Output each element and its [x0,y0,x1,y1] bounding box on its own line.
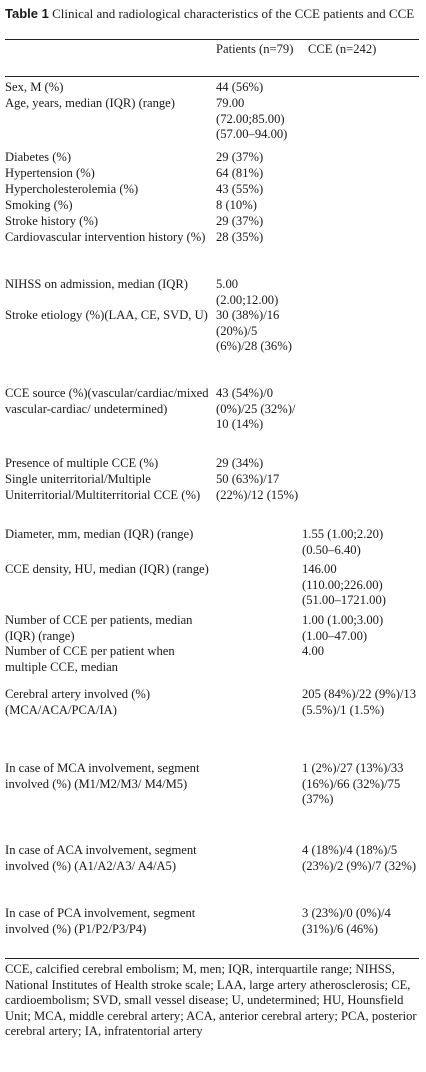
header-cce: CCE (n=242) [308,42,377,56]
row-cce-value: 4.00 [302,644,325,658]
row-characteristic: NIHSS on admission, median (IQR) [5,277,188,291]
row-patients-value: 29 (37%) [216,214,264,228]
row-patients-value: 28 (35%) [216,230,264,244]
row-patients-value: 44 (56%) [216,80,264,94]
row-characteristic: Single uniterritorial/Multiple Uniterritorial/Multiterritorial CCE (%) [5,472,201,502]
table-label: Table 1 [5,6,49,21]
row-characteristic: Age, years, median (IQR) (range) [5,96,175,110]
row-characteristic: Hypertension (%) [5,166,95,180]
row-characteristic: Stroke etiology (%)(LAA, CE, SVD, U) [5,308,208,322]
row-characteristic: Stroke history (%) [5,214,99,228]
row-characteristic: Diameter, mm, median (IQR) (range) [5,527,194,541]
header-patients: Patients (n=79) [216,42,294,56]
row-patients-value: 50 (63%)/17 (22%)/12 (15%) [216,472,299,502]
row-characteristic: Number of CCE per patient when multiple CCE, median [5,644,175,674]
table-footnote: CCE, calcified cerebral embolism; M, men; IQR, interquartile range; NIHSS, National Institutes of Health stroke scale; LAA, large artery atherosclerosis; CE, cardioembolism; SVD, small vessel disease; U, undetermined; HU, Hounsfield Unit; MCA, middle cerebral artery; ACA, anterior cerebral artery; PCA, posterior cerebral artery; IA, infratentorial artery [5,962,417,1038]
row-patients-value: 43 (54%)/0 (0%)/25 (32%)/ 10 (14%) [216,386,296,431]
row-cce-value: 1 (2%)/27 (13%)/33 (16%)/66 (32%)/75 (37%) [302,761,404,806]
table-caption [5,6,419,22]
row-characteristic: CCE source (%)(vascular/cardiac/mixed vascular-cardiac/ undetermined) [5,386,209,416]
row-patients-value: 43 (55%) [216,182,264,196]
row-patients-value: 79.00 (72.00;85.00) (57.00–94.00) [216,96,288,141]
bottom-rule [5,958,419,959]
row-characteristic: In case of ACA involvement, segment involved (%) (A1/A2/A3/ A4/A5) [5,843,197,873]
row-cce-value: 146.00 (110.00;226.00) (51.00–1721.00) [302,562,386,607]
row-patients-value: 64 (81%) [216,166,264,180]
row-cce-value: 3 (23%)/0 (0%)/4 (31%)/6 (46%) [302,906,391,936]
row-characteristic: Presence of multiple CCE (%) [5,456,159,470]
header-rule [5,76,419,77]
row-characteristic: Sex, M (%) [5,80,64,94]
row-patients-value: 8 (10%) [216,198,257,212]
row-characteristic: CCE density, HU, median (IQR) (range) [5,562,209,576]
row-characteristic: Smoking (%) [5,198,73,212]
table-caption-text: Clinical and radiological characteristics of the CCE patients and CCE [52,6,415,21]
row-cce-value: 1.00 (1.00;3.00) (1.00–47.00) [302,613,384,643]
row-cce-value: 4 (18%)/4 (18%)/5 (23%)/2 (9%)/7 (32%) [302,843,417,873]
row-characteristic: Diabetes (%) [5,150,72,164]
row-patients-value: 29 (34%) [216,456,264,470]
row-cce-value: 205 (84%)/22 (9%)/13 (5.5%)/1 (1.5%) [302,687,417,717]
row-patients-value: 30 (38%)/16 (20%)/5 (6%)/28 (36%) [216,308,292,353]
row-characteristic: Number of CCE per patients, median (IQR) (range) [5,613,193,643]
row-characteristic: Cerebral artery involved (%) (MCA/ACA/PCA/IA) [5,687,151,717]
top-rule [5,39,419,40]
row-characteristic: In case of PCA involvement, segment involved (%) (P1/P2/P3/P4) [5,906,196,936]
row-patients-value: 5.00 (2.00;12.00) [216,277,279,307]
row-patients-value: 29 (37%) [216,150,264,164]
row-characteristic: Hypercholesterolemia (%) [5,182,139,196]
row-characteristic: Cardiovascular intervention history (%) [5,230,206,244]
row-cce-value: 1.55 (1.00;2.20) (0.50–6.40) [302,527,384,557]
row-characteristic: In case of MCA involvement, segment involved (%) (M1/M2/M3/ M4/M5) [5,761,200,791]
